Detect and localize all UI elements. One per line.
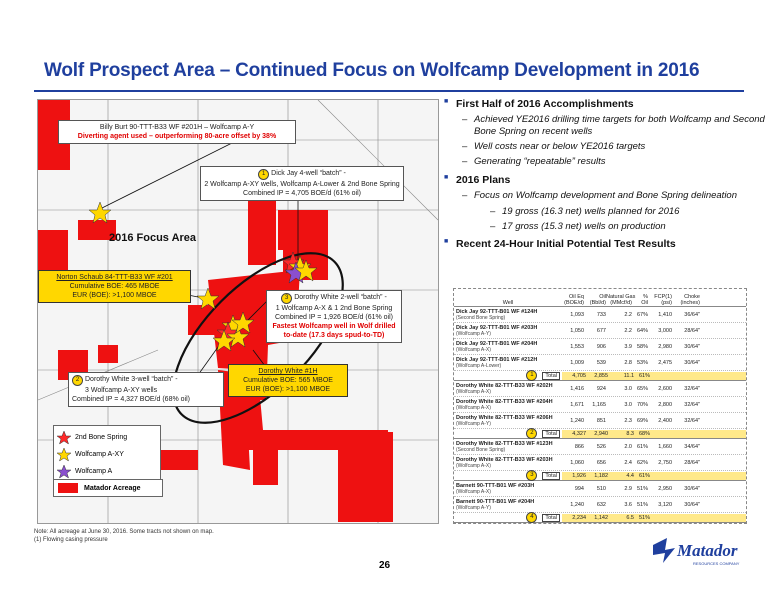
- pct-oil-cell: 58%: [636, 343, 648, 350]
- well-cell: [454, 499, 560, 511]
- well-cell: [454, 399, 560, 411]
- total-label: Total: [542, 372, 560, 380]
- gas-cell: 3.0: [624, 401, 632, 408]
- choke-cell: 32/64": [684, 417, 700, 424]
- total-pct: 51%: [638, 514, 650, 521]
- title-divider: [34, 90, 744, 92]
- fcp-cell: 3,000: [658, 327, 672, 334]
- bullet-item: – Well costs near or below YE2016 targets: [444, 141, 774, 153]
- pct-oil-cell: 53%: [636, 359, 648, 366]
- svg-text:RESOURCES COMPANY: RESOURCES COMPANY: [693, 561, 740, 566]
- callout-line: Cumulative BOE: 565 MBOE: [243, 377, 333, 384]
- batch-number: 2: [526, 428, 537, 439]
- table-row: [454, 413, 746, 429]
- legend-label: 2nd Bone Spring: [75, 434, 128, 441]
- well-formation: (Wolfcamp A-Lower): [456, 362, 502, 369]
- callout-line: Billy Burt 90-TTT-B33 WF #201H – Wolfcamp A-Y: [99, 124, 255, 131]
- total-gas: 6.5: [626, 514, 634, 521]
- footnote-line: (1) Flowing casing pressure: [34, 537, 108, 543]
- fcp-cell: 1,660: [658, 443, 672, 450]
- callout-norton-schaub: [38, 270, 191, 303]
- callout-line: 3 Wolfcamp A-XY wells: [85, 387, 158, 394]
- total-label-cell: [454, 370, 562, 381]
- callout-dorothy-white-2: [266, 290, 402, 343]
- total-label: Total: [542, 472, 560, 480]
- total-boe: 2,234: [572, 514, 586, 521]
- well-cell: [454, 325, 560, 337]
- total-boe: 1,926: [572, 472, 586, 479]
- header-text: Oil: [599, 294, 606, 300]
- header-oil-eq: [560, 294, 584, 306]
- purple-star-icon: [57, 465, 71, 479]
- total-row: [454, 429, 746, 439]
- boe-cell: 1,050: [570, 327, 584, 334]
- oil-cell: 656: [596, 459, 606, 466]
- choke-cell: 32/64": [684, 385, 700, 392]
- header-well: Well: [502, 300, 514, 306]
- choke-cell: 34/64": [684, 443, 700, 450]
- total-row: [454, 371, 746, 381]
- gas-cell: 2.3: [624, 417, 632, 424]
- total-label-cell: [454, 428, 562, 439]
- well-name: Dorothy White 82-TTT-B33 WF #204H: [456, 398, 553, 405]
- acreage-label: Matador Acreage: [84, 484, 141, 492]
- oil-cell: 906: [596, 343, 606, 350]
- well-formation: (Wolfcamp A-Y): [456, 330, 491, 337]
- total-band: [562, 372, 746, 380]
- oil-cell: 1,165: [592, 401, 606, 408]
- callout-dorothy-white-3: [68, 372, 224, 407]
- header-unit: Oil: [641, 300, 648, 306]
- header-pct: [632, 294, 648, 306]
- page-title: Wolf Prospect Area – Continued Focus on Wolfcamp Development in 2016: [44, 60, 700, 81]
- choke-cell: 28/64": [684, 459, 700, 466]
- oil-cell: 539: [596, 359, 606, 366]
- callout-line: Dorothy White 2-well “batch” -: [294, 294, 387, 301]
- total-label: Total: [542, 430, 560, 438]
- pct-oil-cell: 51%: [636, 485, 648, 492]
- callout-line: Combined IP = 4,327 BOE/d (68% oil): [72, 396, 190, 403]
- total-pct: 61%: [638, 472, 650, 479]
- oil-cell: 733: [596, 311, 606, 318]
- choke-cell: 30/64": [684, 343, 700, 350]
- gas-cell: 3.9: [624, 343, 632, 350]
- ip-results-table: [453, 288, 747, 524]
- bullet-heading: ■ Recent 24-Hour Initial Potential Test Results: [444, 238, 774, 250]
- well-cell: [454, 457, 560, 469]
- gas-cell: 2.8: [624, 359, 632, 366]
- total-label-cell: [454, 470, 562, 481]
- bullet-heading: ■ 2016 Plans: [444, 174, 774, 186]
- well-formation: (Wolfcamp A-Y): [456, 420, 491, 427]
- header-text: %: [643, 294, 648, 300]
- total-row: [454, 513, 746, 523]
- fcp-cell: 2,600: [658, 385, 672, 392]
- well-cell: [454, 441, 560, 453]
- table-row: [454, 497, 746, 513]
- gas-cell: 2.0: [624, 443, 632, 450]
- header-text: Choke: [684, 294, 700, 300]
- choke-cell: 30/64": [684, 485, 700, 492]
- acreage-legend: [53, 479, 163, 497]
- header-choke: [672, 294, 704, 306]
- total-gas: 8.3: [626, 430, 634, 437]
- boe-cell: 1,416: [570, 385, 584, 392]
- boe-cell: 1,060: [570, 459, 584, 466]
- bullet-item: – Generating “repeatable” results: [444, 156, 774, 168]
- boe-cell: 1,240: [570, 417, 584, 424]
- total-pct: 61%: [638, 372, 650, 379]
- total-oil: 1,142: [594, 514, 608, 521]
- well-name: Barnett 90-TTT-B01 WF #204H: [456, 498, 535, 505]
- choke-cell: 30/64": [684, 501, 700, 508]
- table-row: [454, 381, 746, 397]
- oil-cell: 632: [596, 501, 606, 508]
- total-gas: 11.1: [623, 372, 634, 379]
- gas-cell: 2.4: [624, 459, 632, 466]
- well-formation: (Wolfcamp A-X): [456, 488, 491, 495]
- table-row: [454, 339, 746, 355]
- pct-oil-cell: 65%: [636, 385, 648, 392]
- batch-number: 1: [258, 169, 269, 180]
- acreage-swatch: [58, 483, 78, 493]
- batch-number: 3: [281, 293, 292, 304]
- gas-cell: 3.0: [624, 385, 632, 392]
- pct-oil-cell: 70%: [636, 401, 648, 408]
- bullet-subitem: – 19 gross (16.3 net) wells planned for 2016: [444, 206, 774, 217]
- fcp-cell: 2,950: [658, 485, 672, 492]
- callout-billy-burt: [58, 120, 296, 144]
- well-formation: (Second Bone Spring): [456, 314, 506, 321]
- table-row: [454, 323, 746, 339]
- well-name: Dick Jay 92-TTT-B01 WF #212H: [456, 356, 538, 363]
- oil-cell: 851: [596, 417, 606, 424]
- fcp-cell: 2,475: [658, 359, 672, 366]
- callout-line: Dorothy White 3-well “batch” -: [85, 376, 178, 383]
- header-unit: (psi): [661, 300, 672, 306]
- header-unit: (MMcf/d): [610, 300, 632, 306]
- boe-cell: 866: [574, 443, 584, 450]
- page-number: 26: [379, 560, 391, 571]
- table-row: [454, 355, 746, 371]
- fcp-cell: 1,410: [658, 311, 672, 318]
- callout-line: 2 Wolfcamp A-XY wells, Wolfcamp A-Lower & 2nd Bone Spring: [204, 181, 400, 188]
- pct-oil-cell: 51%: [636, 501, 648, 508]
- header-text: Natural Gas: [606, 294, 636, 300]
- boe-cell: 1,093: [570, 311, 584, 318]
- oil-cell: 526: [596, 443, 606, 450]
- well-name: Dick Jay 92-TTT-B01 WF #204H: [456, 340, 538, 347]
- callout-line: Norton Schaub 84-TTT-B33 WF #201: [56, 274, 173, 281]
- legend-item: [57, 429, 157, 446]
- batch-number: 4: [526, 512, 537, 523]
- total-pct: 68%: [638, 430, 650, 437]
- choke-cell: 28/64": [684, 327, 700, 334]
- table-row: [454, 455, 746, 471]
- svg-text:Matador: Matador: [677, 541, 738, 560]
- bullet-heading: ■ First Half of 2016 Accomplishments: [444, 98, 774, 110]
- focus-area-label: 2016 Focus Area: [109, 232, 197, 244]
- boe-cell: 994: [574, 485, 584, 492]
- callout-highlight: Diverting agent used – outperforming 80-acre offset by 38%: [77, 133, 277, 140]
- table-header: [454, 289, 746, 307]
- callout-line: EUR (BOE): >1,100 MBOE: [72, 292, 157, 299]
- gas-cell: 2.9: [624, 485, 632, 492]
- legend-item: [57, 446, 157, 463]
- callout-line: Cumulative BOE: 465 MBOE: [69, 283, 160, 290]
- callout-line: Combined IP = 4,705 BOE/d (61% oil): [243, 190, 361, 197]
- oil-cell: 924: [596, 385, 606, 392]
- legend-label: Wolfcamp A-XY: [75, 451, 124, 458]
- legend-item: [57, 463, 157, 480]
- well-name: Dorothy White 82-TTT-B33 WF #206H: [456, 414, 553, 421]
- matador-logo-mark: [645, 535, 745, 571]
- total-band: [562, 430, 746, 438]
- table-row: [454, 481, 746, 497]
- map-legend: [53, 425, 161, 484]
- total-band: [562, 472, 746, 480]
- boe-cell: 1,671: [570, 401, 584, 408]
- pct-oil-cell: 64%: [636, 327, 648, 334]
- total-oil: 2,940: [594, 430, 608, 437]
- total-band: [562, 514, 746, 522]
- gas-cell: 2.2: [624, 327, 632, 334]
- well-cell: [454, 309, 560, 321]
- oil-cell: 677: [596, 327, 606, 334]
- total-label: Total: [542, 514, 560, 522]
- batch-number: 1: [526, 370, 537, 381]
- table-row: [454, 397, 746, 413]
- choke-cell: 32/64": [684, 401, 700, 408]
- well-name: Dorothy White 82-TTT-B33 WF #202H: [456, 382, 553, 389]
- header-gas: [606, 294, 636, 306]
- fcp-cell: 2,750: [658, 459, 672, 466]
- header-oil: [584, 294, 606, 306]
- well-cell: [454, 341, 560, 353]
- header-text: Oil Eq: [569, 294, 584, 300]
- gas-cell: 3.6: [624, 501, 632, 508]
- callout-line: Combined IP = 1,926 BOE/d (61% oil): [275, 314, 393, 321]
- red-star-icon: [57, 431, 71, 445]
- pct-oil-cell: 62%: [636, 459, 648, 466]
- header-unit: (inches): [680, 300, 700, 306]
- summary-bullets: [444, 98, 774, 254]
- well-name: Dick Jay 92-TTT-B01 WF #124H: [456, 308, 538, 315]
- well-cell: [454, 415, 560, 427]
- choke-cell: 30/64": [684, 359, 700, 366]
- pct-oil-cell: 61%: [636, 443, 648, 450]
- well-formation: (Wolfcamp A-X): [456, 388, 491, 395]
- fcp-cell: 3,120: [658, 501, 672, 508]
- total-boe: 4,327: [572, 430, 586, 437]
- callout-line: Dorothy White #1H: [258, 368, 318, 375]
- well-name: Dick Jay 92-TTT-B01 WF #203H: [456, 324, 538, 331]
- total-label-cell: [454, 512, 562, 523]
- well-formation: (Wolfcamp A-X): [456, 404, 491, 411]
- well-name: Barnett 90-TTT-B01 WF #203H: [456, 482, 535, 489]
- well-name: Dorothy White 82-TTT-B33 WF #123H: [456, 440, 553, 447]
- pct-oil-cell: 67%: [636, 311, 648, 318]
- header-unit: (Bbl/d): [589, 300, 606, 306]
- total-boe: 4,705: [572, 372, 586, 379]
- total-oil: 2,855: [594, 372, 608, 379]
- bullet-item: – Achieved YE2016 drilling time targets for both Wolfcamp and Second Bone Spring on recent wells: [444, 114, 774, 138]
- callout-dorothy-white-1h: [228, 364, 348, 397]
- boe-cell: 1,240: [570, 501, 584, 508]
- well-cell: [454, 383, 560, 395]
- total-gas: 4.4: [626, 472, 634, 479]
- gas-cell: 2.2: [624, 311, 632, 318]
- table-body: [454, 307, 746, 523]
- total-oil: 1,182: [594, 472, 608, 479]
- boe-cell: 1,009: [570, 359, 584, 366]
- total-row: [454, 471, 746, 481]
- table-row: [454, 439, 746, 455]
- footnote-line: Note: All acreage at June 30, 2016. Some tracts not shown on map.: [34, 529, 214, 535]
- callout-highlight: Fastest Wolfcamp well in Wolf drilled to-date (17.3 days spud-to-TD): [272, 323, 396, 339]
- header-text: FCP(1): [654, 294, 672, 300]
- matador-logo: [645, 535, 745, 571]
- oil-cell: 510: [596, 485, 606, 492]
- well-formation: (Wolfcamp A-X): [456, 462, 491, 469]
- fcp-cell: 2,400: [658, 417, 672, 424]
- callout-dick-jay: [200, 166, 404, 201]
- callout-line: 1 Wolfcamp A-X & 1 2nd Bone Spring: [275, 305, 393, 312]
- well-formation: (Second Bone Spring): [456, 446, 506, 453]
- yellow-star-icon: [57, 448, 71, 462]
- footnote: [34, 528, 214, 544]
- boe-cell: 1,553: [570, 343, 584, 350]
- bullet-item: – Focus on Wolfcamp development and Bone Spring delineation: [444, 190, 774, 202]
- well-cell: [454, 357, 560, 369]
- well-name: Dorothy White 82-TTT-B33 WF #203H: [456, 456, 553, 463]
- batch-number: 3: [526, 470, 537, 481]
- well-formation: (Wolfcamp A-X): [456, 346, 491, 353]
- callout-line: Dick Jay 4-well “batch” -: [271, 170, 346, 177]
- fcp-cell: 2,800: [658, 401, 672, 408]
- fcp-cell: 2,980: [658, 343, 672, 350]
- bullet-subitem: – 17 gross (15.3 net) wells on production: [444, 221, 774, 232]
- legend-label: Wolfcamp A: [75, 468, 113, 475]
- well-formation: (Wolfcamp A-Y): [456, 504, 491, 511]
- header-unit: (BOE/d): [564, 300, 584, 306]
- well-cell: [454, 483, 560, 495]
- pct-oil-cell: 69%: [636, 417, 648, 424]
- callout-line: EUR (BOE): >1,100 MBOE: [245, 386, 331, 393]
- header-fcp: [648, 294, 672, 306]
- table-row: [454, 307, 746, 323]
- batch-number: 2: [72, 375, 83, 386]
- choke-cell: 36/64": [684, 311, 700, 318]
